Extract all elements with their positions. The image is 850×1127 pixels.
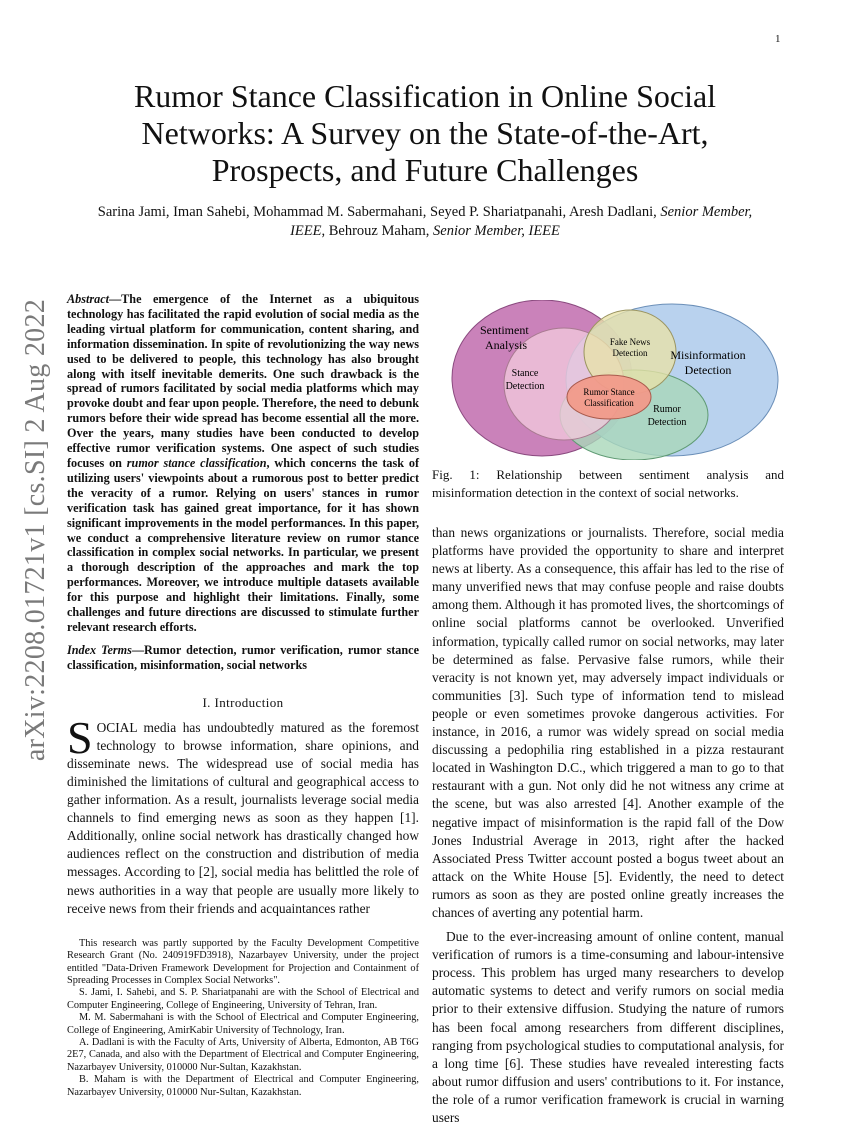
label-analysis: Analysis: [485, 338, 527, 352]
footnote: This research was partly supported by the Faculty Development Competitive Research Grant (No. 240919FD3918), Nazarbayev University, under the project entitled "Data-Driven Framework Development for Projection and Containment of Spreading Processes in Complex Social Networks".: [67, 937, 419, 986]
footnote: M. M. Sabermahani is with the School of Electrical and Computer Engineering, College of Engineering, AmirKabir University of Technology, Iran.: [67, 1012, 419, 1036]
introduction-paragraph: [67, 711, 419, 918]
footnote: B. Maham is with the Department of Electrical and Computer Engineering, Nazarbayev University, 010000 Nur-Sultan, Kazakhstan.: [67, 1074, 419, 1098]
author-role-2: Senior Member, IEEE: [433, 223, 560, 239]
abstract-text: —The emergence of the Internet as a ubiquitous technology has facilitated the rapid evolution of social media as the leading virtual platform for communication, content sharing, and information dissemination. In spite of revolutionizing the way news used to be delivered to people, this technology has also brought along with itself inevitable demerits. One such drawback is the spread of rumors facilitated by social media platforms which may provoke doubt and fear upon people. Therefore, the need to debunk rumors before their wide spread has become essential all the more. Over the years, many studies have been conducted to develop effective rumor verification systems. One aspect of such studies focuses on: [67, 292, 419, 470]
label-rumor-detection: Detection: [647, 417, 687, 428]
footnotes: [67, 938, 419, 1099]
dropcap-letter: S: [67, 711, 93, 763]
body-paragraph: than news organizations or journalists. Therefore, social media platforms have provided the opportunity to share and interpret news at liberty. As a consequence, this affair has led to the rise of many unverified news that may confuse people and raise doubts among them. Although it has promoted lives, the shortcomings of online social platforms cannot be overlooked. Unverified information, typically called rumor on social networks, may later be determined as false. Pervasive false rumors, while their veracity is not known yet, may adversely impact individuals or communities [3]. Such type of information tend to mislead people or even sometimes provoke dangerous activities. For instance, in 2016, a rumor was widely spread on social media discussing a pedophilia ring established in a pizza restaurant located in Washington D.C., which triggered a man to go to that restaurant with a gun. Not only did he not witness any crime at the scene, but was also arrested [4]. Another example of the negative impact of misinformation is the rapid fall of the Dow Jones Industrial Average in 2013, right after the hacked Associated Press Twitter account posted a bogus tweet about an attack on the White House [5]. Evidently, the need to detect rumors as soon as they are posted online greatly increases the chances of averting any potential harm.: [432, 525, 784, 920]
paper-title: Rumor Stance Classification in Online Social Networks: A Survey on the State-of-the-Art, Prospects, and Future Challenges: [133, 78, 717, 188]
author-names-cont: , Behrouz Maham,: [321, 223, 430, 239]
footnote: S. Jami, I. Sahebi, and S. P. Shariatpanahi are with the School of Electrical and Computer Engineering, College of Engineering, University of Tehran, Iran.: [67, 987, 419, 1011]
introduction-text: OCIAL media has undoubtedly matured as the foremost technology to browse information, share opinions, and disseminate news. The widespread use of social media has diminished the limitations of cultural and geographical access to gather information. As a result, journalists leverage social media channels to find emerging news as soon as they happen [1]. Additionally, online social network has drastically changed how audiences reflect on the construction and distribution of media messages. According to [2], social media has belittled the role of news authorities in a way that people are usually more likely to receive news from their friends and acquaintances rather: [67, 719, 419, 916]
author-list: [95, 203, 755, 241]
abstract: [67, 292, 419, 635]
abstract-italic-term: rumor stance classification: [126, 455, 267, 470]
index-terms-label: Index Terms: [67, 642, 132, 657]
figure-1: [432, 300, 784, 502]
label-misinformation-detection: Detection: [684, 363, 732, 377]
body-paragraph: Due to the ever-increasing amount of online content, manual verification of rumors is a time-consuming and labour-intensive process. This problem has urged many researchers to develop automatic systems to detect and verify rumors on social media prior to their extensive diffusion. Studying the nature of rumors has been focal among researchers from different disciplines, ranging from psychological studies to computational analysis, for a long time [6]. These studies have revealed interesting facts about rumor diffusion and users' contributions to it. For instance, the role of a rumor verification framework is crucial in warning users: [432, 929, 784, 1125]
rumor-stance-classification-ellipse: [567, 375, 651, 419]
label-sentiment: Sentiment: [480, 323, 529, 337]
label-stance: Stance: [511, 368, 539, 379]
label-misinformation: Misinformation: [670, 348, 746, 362]
index-terms-text: —Rumor detection, rumor verification, rumor stance classification, misinformation, social networks: [67, 642, 419, 672]
label-rumor-stance: Rumor Stance: [583, 387, 635, 397]
footnote: A. Dadlani is with the Faculty of Arts, University of Alberta, Edmonton, AB T6G 2E7, Canada, and also with the Department of Electrical and Computer Engineering, Nazarbayev University, 010000 Nur-Sultan, Kazakhstan.: [67, 1036, 419, 1073]
author-names: Sarina Jami, Iman Sahebi, Mohammad M. Sabermahani, Seyed P. Shariatpanahi, Aresh Dadlani,: [97, 204, 657, 220]
label-fake-news: Fake News: [609, 337, 651, 347]
arxiv-identifier: arXiv:2208.01721v1 [cs.SI] 2 Aug 2022: [20, 298, 51, 762]
author-role: Senior Member, IEEE: [290, 204, 753, 239]
abstract-text-cont: , which concerns the task of utilizing users' viewpoints about a rumorous post to better predict the veracity of a rumor. Relying on users' stances in rumor verification task has gained great importance, for it has shown significant improvements in the model performances. In this paper, we conduct a comprehensive literature review on rumor stance classification in complex social networks. In particular, we present a thorough description of the approaches and mark the top performances. Moreover, we introduce multiple datasets available for this purpose and highlight their limitations. Finally, some challenges and future directions are discussed to stimulate further relevant research efforts.: [67, 455, 420, 634]
index-terms: [67, 643, 419, 673]
label-stance-detection: Detection: [505, 381, 545, 392]
figure-caption: Fig. 1: Relationship between sentiment analysis and misinformation detection in the context of social networks.: [432, 467, 784, 500]
label-fake-news-detection: Detection: [612, 348, 648, 358]
right-column: [432, 300, 784, 1127]
venn-diagram: [432, 300, 784, 460]
abstract-label: Abstract: [67, 292, 109, 306]
label-rumor-stance-classification: Classification: [584, 398, 634, 408]
left-column: [67, 292, 419, 1099]
right-column-text: [432, 524, 784, 1127]
page-number: 1: [775, 33, 781, 45]
section-heading-introduction: I. Introduction: [202, 694, 284, 710]
label-rumor: Rumor: [653, 404, 681, 415]
